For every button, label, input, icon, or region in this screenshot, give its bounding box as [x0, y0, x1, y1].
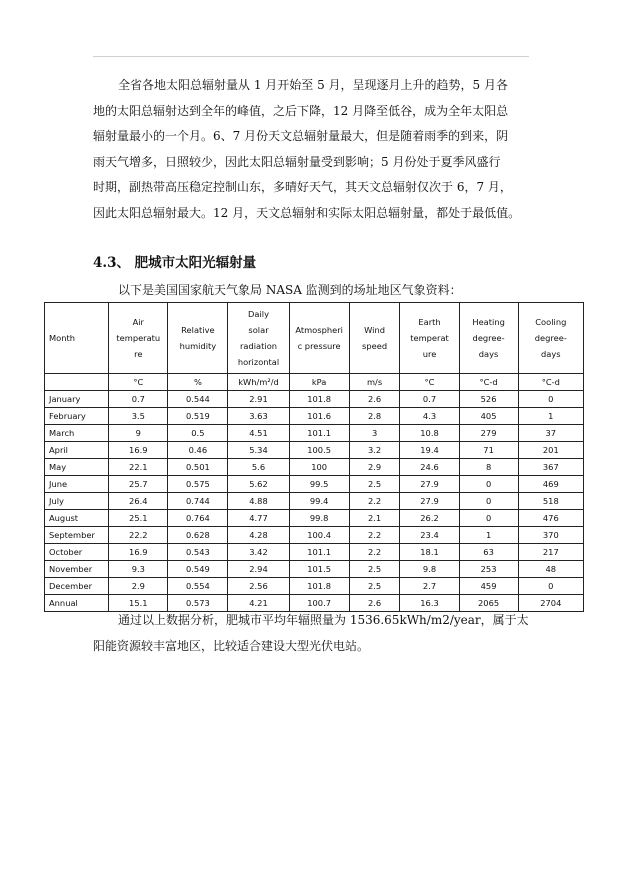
paragraph-line: 地的太阳总辐射达到全年的峰值，之后下降，12 月降至低谷，成为全年太阳总	[93, 103, 509, 118]
value-cell: 2.1	[349, 510, 400, 527]
table-row	[45, 578, 584, 595]
value-cell: 2.7	[400, 578, 459, 595]
value-cell: 0.549	[168, 561, 228, 578]
value-cell: 2.9	[109, 578, 168, 595]
value-cell: 16.9	[109, 442, 168, 459]
value-cell: 0.628	[168, 527, 228, 544]
value-cell: 3.5	[109, 408, 168, 425]
value-cell: 3.2	[349, 442, 400, 459]
column-header: Atmospheri c pressure	[289, 303, 349, 374]
value-cell: 0.5	[168, 425, 228, 442]
value-cell: 0.519	[168, 408, 228, 425]
table-row	[45, 527, 584, 544]
value-cell: 0.7	[109, 391, 168, 408]
value-cell: 10.8	[400, 425, 459, 442]
value-cell: 5.6	[228, 459, 289, 476]
value-cell: 0.744	[168, 493, 228, 510]
value-cell: 9.3	[109, 561, 168, 578]
unit-cell: kPa	[289, 374, 349, 391]
table-row	[45, 561, 584, 578]
unit-cell: %	[168, 374, 228, 391]
paragraph-line: 时期，副热带高压稳定控制山东，多晴好天气，其天文总辐射仅次于 6，7 月，	[93, 180, 512, 195]
value-cell: 22.1	[109, 459, 168, 476]
value-cell: 101.8	[289, 578, 349, 595]
value-cell: 4.28	[228, 527, 289, 544]
value-cell: 22.2	[109, 527, 168, 544]
table-row	[45, 459, 584, 476]
value-cell: 0	[518, 578, 583, 595]
body-paragraph	[93, 73, 531, 227]
conclusion-paragraph	[93, 607, 531, 659]
month-cell: April	[45, 442, 109, 459]
month-cell: September	[45, 527, 109, 544]
value-cell: 2.6	[349, 391, 400, 408]
table-header-row	[45, 303, 584, 374]
value-cell: 2.94	[228, 561, 289, 578]
value-cell: 25.7	[109, 476, 168, 493]
value-cell: 99.8	[289, 510, 349, 527]
value-cell: 16.3	[400, 595, 459, 612]
value-cell: 2.56	[228, 578, 289, 595]
month-cell: Annual	[45, 595, 109, 612]
section-heading: 4.3、 肥城市太阳光辐射量	[93, 255, 257, 271]
value-cell: 0	[459, 476, 518, 493]
month-cell: May	[45, 459, 109, 476]
column-header: Air temperatu re	[109, 303, 168, 374]
value-cell: 23.4	[400, 527, 459, 544]
table-row	[45, 425, 584, 442]
column-header: Heating degree- days	[459, 303, 518, 374]
paragraph-line: 通过以上数据分析，肥城市平均年辐照量为 1536.65kWh/m2/year，属于太	[118, 613, 529, 627]
month-cell: March	[45, 425, 109, 442]
column-header: Cooling degree- days	[518, 303, 583, 374]
month-cell: November	[45, 561, 109, 578]
value-cell: 5.34	[228, 442, 289, 459]
value-cell: 8	[459, 459, 518, 476]
table-row	[45, 476, 584, 493]
value-cell: 25.1	[109, 510, 168, 527]
paragraph-line: 因此太阳总辐射最大。12 月，天文总辐射和实际太阳总辐射量，都处于最低值。	[93, 205, 521, 220]
value-cell: 24.6	[400, 459, 459, 476]
table-row	[45, 544, 584, 561]
month-cell: July	[45, 493, 109, 510]
value-cell: 367	[518, 459, 583, 476]
month-cell: January	[45, 391, 109, 408]
value-cell: 0.46	[168, 442, 228, 459]
value-cell: 2.2	[349, 493, 400, 510]
value-cell: 0.543	[168, 544, 228, 561]
table-row	[45, 442, 584, 459]
value-cell: 4.51	[228, 425, 289, 442]
unit-cell: °C	[400, 374, 459, 391]
unit-cell: °C	[109, 374, 168, 391]
value-cell: 476	[518, 510, 583, 527]
value-cell: 0.554	[168, 578, 228, 595]
value-cell: 0	[459, 510, 518, 527]
value-cell: 100.4	[289, 527, 349, 544]
paragraph-line: 雨天气增多，日照较少，因此太阳总辐射量受到影响；5 月份处于夏季风盛行	[93, 154, 501, 169]
column-header: Month	[45, 303, 109, 374]
value-cell: 0.764	[168, 510, 228, 527]
value-cell: 2065	[459, 595, 518, 612]
value-cell: 19.4	[400, 442, 459, 459]
column-header: Relative humidity	[168, 303, 228, 374]
value-cell: 518	[518, 493, 583, 510]
value-cell: 370	[518, 527, 583, 544]
table-row	[45, 391, 584, 408]
value-cell: 63	[459, 544, 518, 561]
unit-cell: m/s	[349, 374, 400, 391]
value-cell: 18.1	[400, 544, 459, 561]
value-cell: 4.77	[228, 510, 289, 527]
unit-cell	[45, 374, 109, 391]
paragraph-line: 辐射量最小的一个月。6、7 月份天文总辐射量最大，但是随着雨季的到来，阴	[93, 129, 509, 144]
value-cell: 16.9	[109, 544, 168, 561]
value-cell: 2.5	[349, 578, 400, 595]
value-cell: 0	[459, 493, 518, 510]
value-cell: 279	[459, 425, 518, 442]
value-cell: 4.88	[228, 493, 289, 510]
column-header: Wind speed	[349, 303, 400, 374]
value-cell: 99.5	[289, 476, 349, 493]
value-cell: 2.6	[349, 595, 400, 612]
column-header: Earth temperat ure	[400, 303, 459, 374]
value-cell: 2.8	[349, 408, 400, 425]
value-cell: 469	[518, 476, 583, 493]
paragraph-line: 阳能资源较丰富地区，比较适合建设大型光伏电站。	[93, 639, 370, 653]
value-cell: 101.6	[289, 408, 349, 425]
value-cell: 1	[459, 527, 518, 544]
value-cell: 0.501	[168, 459, 228, 476]
value-cell: 101.8	[289, 391, 349, 408]
value-cell: 2.91	[228, 391, 289, 408]
month-cell: August	[45, 510, 109, 527]
value-cell: 101.1	[289, 544, 349, 561]
header-rule	[93, 56, 529, 57]
value-cell: 526	[459, 391, 518, 408]
value-cell: 100.5	[289, 442, 349, 459]
value-cell: 3	[349, 425, 400, 442]
value-cell: 101.1	[289, 425, 349, 442]
value-cell: 99.4	[289, 493, 349, 510]
month-cell: December	[45, 578, 109, 595]
value-cell: 1	[518, 408, 583, 425]
value-cell: 100	[289, 459, 349, 476]
value-cell: 101.5	[289, 561, 349, 578]
value-cell: 3.42	[228, 544, 289, 561]
month-cell: June	[45, 476, 109, 493]
value-cell: 405	[459, 408, 518, 425]
value-cell: 0.7	[400, 391, 459, 408]
value-cell: 71	[459, 442, 518, 459]
table-row	[45, 408, 584, 425]
value-cell: 9.8	[400, 561, 459, 578]
month-cell: October	[45, 544, 109, 561]
value-cell: 15.1	[109, 595, 168, 612]
value-cell: 2.5	[349, 561, 400, 578]
value-cell: 4.21	[228, 595, 289, 612]
value-cell: 26.4	[109, 493, 168, 510]
value-cell: 26.2	[400, 510, 459, 527]
value-cell: 4.3	[400, 408, 459, 425]
unit-cell: °C-d	[518, 374, 583, 391]
value-cell: 27.9	[400, 493, 459, 510]
table-row	[45, 510, 584, 527]
value-cell: 0	[518, 391, 583, 408]
value-cell: 217	[518, 544, 583, 561]
table-intro: 以下是美国国家航天气象局 NASA 监测到的场址地区气象资料：	[118, 283, 462, 297]
unit-cell: °C-d	[459, 374, 518, 391]
paragraph-line: 全省各地太阳总辐射量从 1 月开始至 5 月，呈现逐月上升的趋势，5 月各	[118, 78, 508, 92]
value-cell: 48	[518, 561, 583, 578]
value-cell: 2.9	[349, 459, 400, 476]
value-cell: 2.5	[349, 476, 400, 493]
value-cell: 0.573	[168, 595, 228, 612]
climate-table	[44, 302, 584, 612]
table-units-row	[45, 374, 584, 391]
unit-cell: kWh/m²/d	[228, 374, 289, 391]
value-cell: 0.575	[168, 476, 228, 493]
value-cell: 37	[518, 425, 583, 442]
value-cell: 9	[109, 425, 168, 442]
value-cell: 2.2	[349, 527, 400, 544]
value-cell: 201	[518, 442, 583, 459]
value-cell: 2.2	[349, 544, 400, 561]
value-cell: 2704	[518, 595, 583, 612]
column-header: Daily solar radiation horizontal	[228, 303, 289, 374]
value-cell: 0.544	[168, 391, 228, 408]
table-row	[45, 493, 584, 510]
value-cell: 253	[459, 561, 518, 578]
month-cell: February	[45, 408, 109, 425]
value-cell: 3.63	[228, 408, 289, 425]
value-cell: 27.9	[400, 476, 459, 493]
value-cell: 5.62	[228, 476, 289, 493]
value-cell: 100.7	[289, 595, 349, 612]
value-cell: 459	[459, 578, 518, 595]
